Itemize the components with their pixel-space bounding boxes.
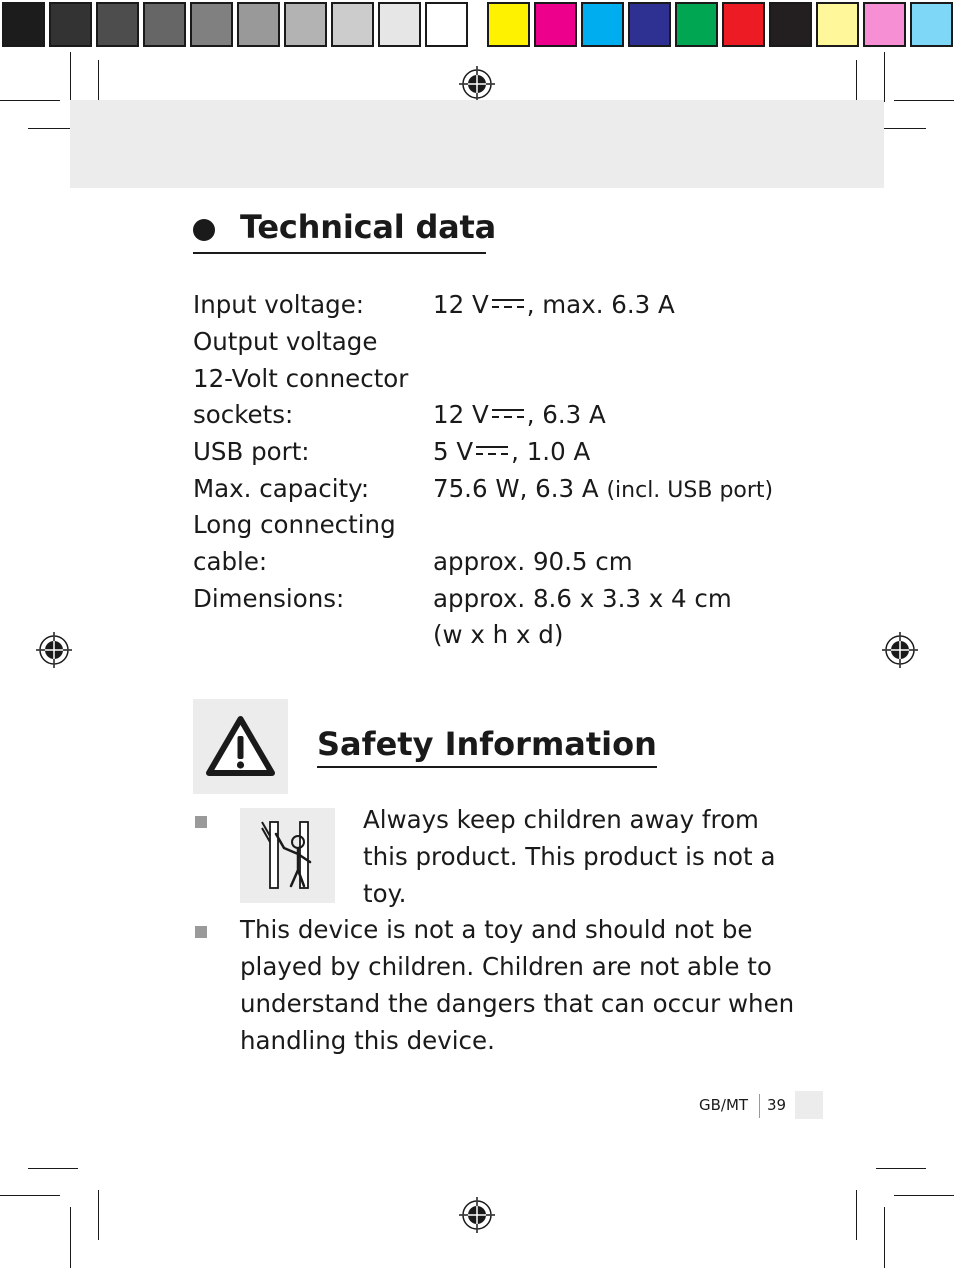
color-swatch <box>2 2 45 47</box>
color-swatch <box>628 2 671 47</box>
spec-value: approx. 8.6 x 3.3 x 4 cm <box>433 584 732 613</box>
text-line: Always keep children away from <box>363 805 759 834</box>
spec-value-current: , 6.3 A <box>526 400 606 429</box>
dc-symbol-icon <box>491 296 525 310</box>
text-line: This device is not a toy and should not be <box>240 915 753 944</box>
safety-item-2-text <box>240 911 794 1059</box>
crop-mark <box>0 1195 60 1196</box>
spec-value: (w x h x d) <box>433 620 564 649</box>
spec-label: cable: <box>193 547 268 576</box>
color-calibration-bar <box>0 0 954 50</box>
text-line: this product. This product is not a <box>363 842 776 871</box>
color-swatch <box>910 2 953 47</box>
heading-bullet-icon <box>193 219 215 241</box>
color-swatch <box>487 2 530 47</box>
warning-icon-box <box>193 699 288 794</box>
registration-mark-icon <box>459 66 495 102</box>
color-swatch <box>769 2 812 47</box>
color-swatch <box>331 2 374 47</box>
color-swatch <box>143 2 186 47</box>
text-line: played by children. Children are not able to <box>240 952 772 981</box>
safety-item-1-text <box>363 801 775 912</box>
color-swatch <box>49 2 92 47</box>
crop-mark <box>0 100 60 101</box>
spec-value <box>433 290 675 320</box>
safety-information-title: Safety Information <box>317 722 657 768</box>
spec-label: sockets: <box>193 400 294 429</box>
spec-label: Long connecting <box>193 510 396 539</box>
spec-value: approx. 90.5 cm <box>433 547 633 576</box>
crop-mark <box>70 1207 71 1268</box>
spec-label: Max. capacity: <box>193 474 370 503</box>
color-swatch <box>534 2 577 47</box>
color-swatch <box>816 2 859 47</box>
text-line: handling this device. <box>240 1026 495 1055</box>
text-line: understand the dangers that can occur when <box>240 989 795 1018</box>
spec-value-current: , max. 6.3 A <box>526 290 675 319</box>
color-swatch <box>378 2 421 47</box>
spec-value <box>433 474 773 506</box>
dc-symbol-icon <box>491 406 525 420</box>
technical-data-title: Technical data <box>240 208 497 246</box>
spec-label: Input voltage: <box>193 290 365 319</box>
color-swatch <box>425 2 468 47</box>
spec-value-current: , 1.0 A <box>511 437 591 466</box>
footer-tab-box <box>795 1091 823 1119</box>
spec-value-voltage: 12 V <box>433 400 489 429</box>
spec-value-capacity: 75.6 W, 6.3 A <box>433 474 599 503</box>
text-line: toy. <box>363 879 407 908</box>
footer-divider <box>759 1094 760 1118</box>
spec-label: USB port: <box>193 437 310 466</box>
technical-data-heading <box>193 206 497 254</box>
color-swatch <box>284 2 327 47</box>
registration-mark-icon <box>459 1197 495 1233</box>
color-swatch <box>190 2 233 47</box>
crop-mark <box>28 1168 78 1169</box>
spec-value <box>433 400 606 430</box>
crop-mark <box>884 52 885 102</box>
registration-mark-icon <box>36 632 72 668</box>
registration-mark-icon <box>882 632 918 668</box>
crop-mark <box>70 52 71 102</box>
spec-label: Dimensions: <box>193 584 345 613</box>
color-swatch <box>675 2 718 47</box>
spec-value <box>433 437 590 467</box>
crop-mark <box>894 1195 954 1196</box>
list-bullet-icon <box>195 926 207 938</box>
footer-locale: GB/MT <box>699 1096 749 1114</box>
crop-mark <box>98 60 99 104</box>
crop-mark <box>856 60 857 104</box>
color-swatch <box>581 2 624 47</box>
child-hazard-icon <box>240 808 335 903</box>
color-swatch <box>96 2 139 47</box>
spec-value-voltage: 5 V <box>433 437 474 466</box>
crop-mark <box>884 1207 885 1268</box>
spec-label: 12-Volt connector <box>193 364 409 393</box>
header-band <box>70 100 884 188</box>
color-swatch <box>722 2 765 47</box>
spec-value-voltage: 12 V <box>433 290 489 319</box>
crop-mark <box>98 1190 99 1240</box>
crop-mark <box>876 1168 926 1169</box>
crop-mark <box>894 100 954 101</box>
spec-label: Output voltage <box>193 327 378 356</box>
dc-symbol-icon <box>475 443 509 457</box>
list-bullet-icon <box>195 816 207 828</box>
crop-mark <box>856 1190 857 1240</box>
spec-value-note: (incl. USB port) <box>606 478 774 503</box>
child-warning-pictogram-box <box>240 808 335 903</box>
color-swatch <box>237 2 280 47</box>
color-swatch <box>863 2 906 47</box>
warning-triangle-icon <box>193 699 288 794</box>
page-number: 39 <box>767 1096 787 1114</box>
